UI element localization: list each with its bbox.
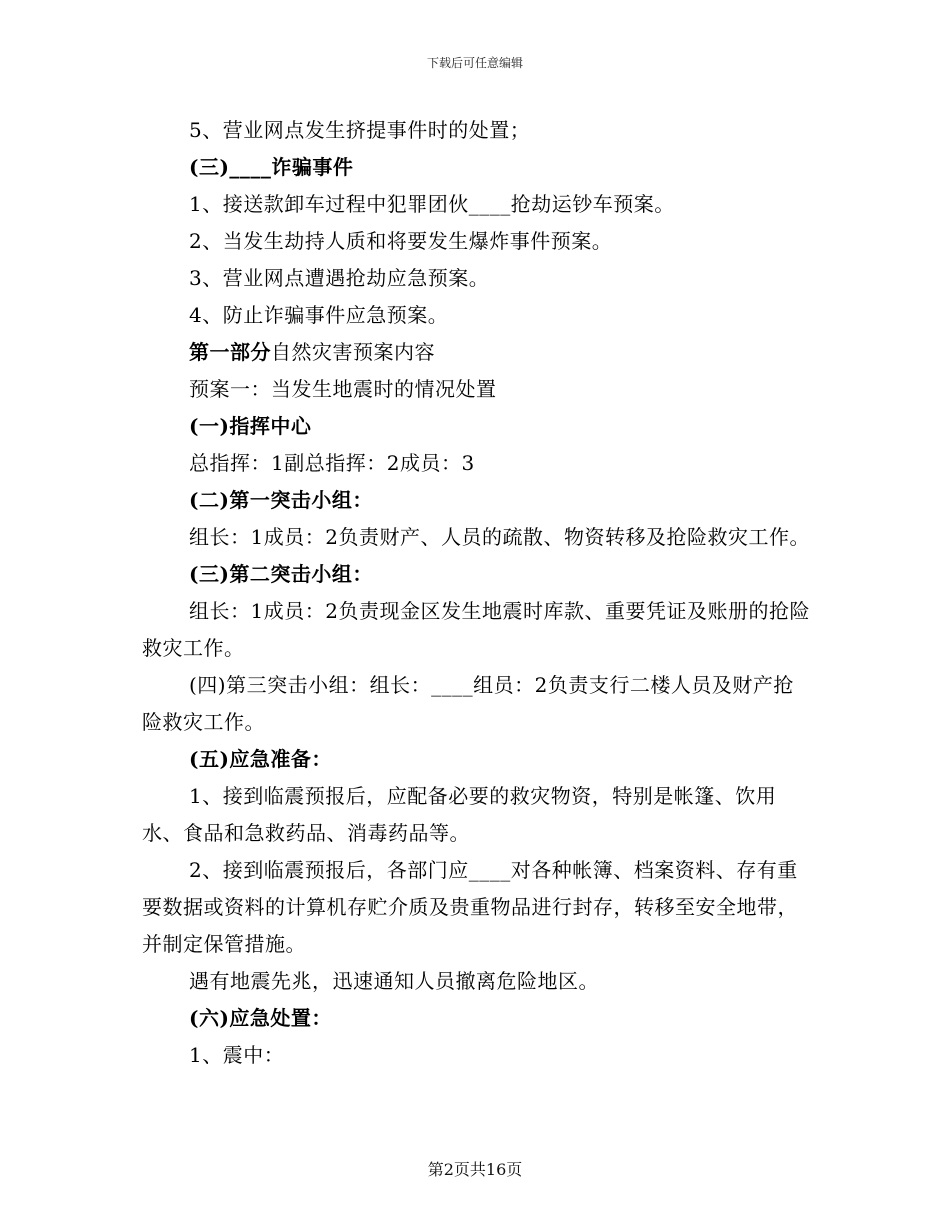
list-item-1: 1、接送款卸车过程中犯罪团伙____抢劫运钞车预案。 bbox=[189, 192, 675, 216]
section-heading-command: (一)指挥中心 bbox=[189, 414, 312, 438]
paragraph-team1: 组长：1成员：2负责财产、人员的疏散、物资转移及抢险救灾工作。 bbox=[189, 525, 810, 549]
part-heading-text: 自然灾害预案内容 bbox=[271, 340, 435, 364]
paragraph-team2: 组长：1成员：2负责现金区发生地震时库款、重要凭证及账册的抢险救灾工作。 bbox=[142, 599, 810, 660]
paragraph-team3: (四)第三突击小组：组长：____组员：2负责支行二楼人员及财产抢险救灾工作。 bbox=[142, 673, 794, 734]
paragraph-response-1: 1、震中： bbox=[189, 1043, 285, 1067]
part-heading bbox=[142, 334, 810, 371]
paragraph-preparation-1: 1、接到临震预报后，应配备必要的救灾物资，特别是帐篷、饮用水、食品和急救药品、消毒药品等。 bbox=[142, 784, 777, 845]
section-heading-fraud: (三)____诈骗事件 bbox=[189, 155, 354, 179]
section-heading-preparation: (五)应急准备： bbox=[189, 747, 332, 771]
list-item-4: 4、防止诈骗事件应急预案。 bbox=[189, 303, 449, 327]
section-heading-response: (六)应急处置： bbox=[189, 1006, 332, 1030]
section-heading-team1: (二)第一突击小组： bbox=[189, 488, 373, 512]
page-footer: 第2页共16页 bbox=[427, 1160, 523, 1179]
list-item-2: 2、当发生劫持人质和将要发生爆炸事件预案。 bbox=[189, 229, 613, 253]
paragraph-preparation-2: 2、接到临震预报后，各部门应____对各种帐簿、档案资料、存有重要数据或资料的计算机存贮介质及贵重物品进行封存，转移至安全地带，并制定保管措施。 bbox=[142, 858, 798, 956]
part-heading-bold: 第一部分 bbox=[189, 340, 271, 364]
document-body bbox=[142, 112, 810, 1074]
paragraph-evacuation: 遇有地震先兆，迅速通知人员撤离危险地区。 bbox=[189, 969, 599, 993]
list-item-5: 5、营业网点发生挤提事件时的处置； bbox=[189, 118, 531, 142]
paragraph-command-members: 总指挥：1副总指挥：2成员：3 bbox=[189, 451, 475, 475]
page-header: 下载后可任意编辑 bbox=[426, 56, 523, 70]
list-item-3: 3、营业网点遭遇抢劫应急预案。 bbox=[189, 266, 490, 290]
plan-title: 预案一：当发生地震时的情况处置 bbox=[189, 377, 497, 401]
section-heading-team2: (三)第二突击小组： bbox=[189, 562, 373, 586]
